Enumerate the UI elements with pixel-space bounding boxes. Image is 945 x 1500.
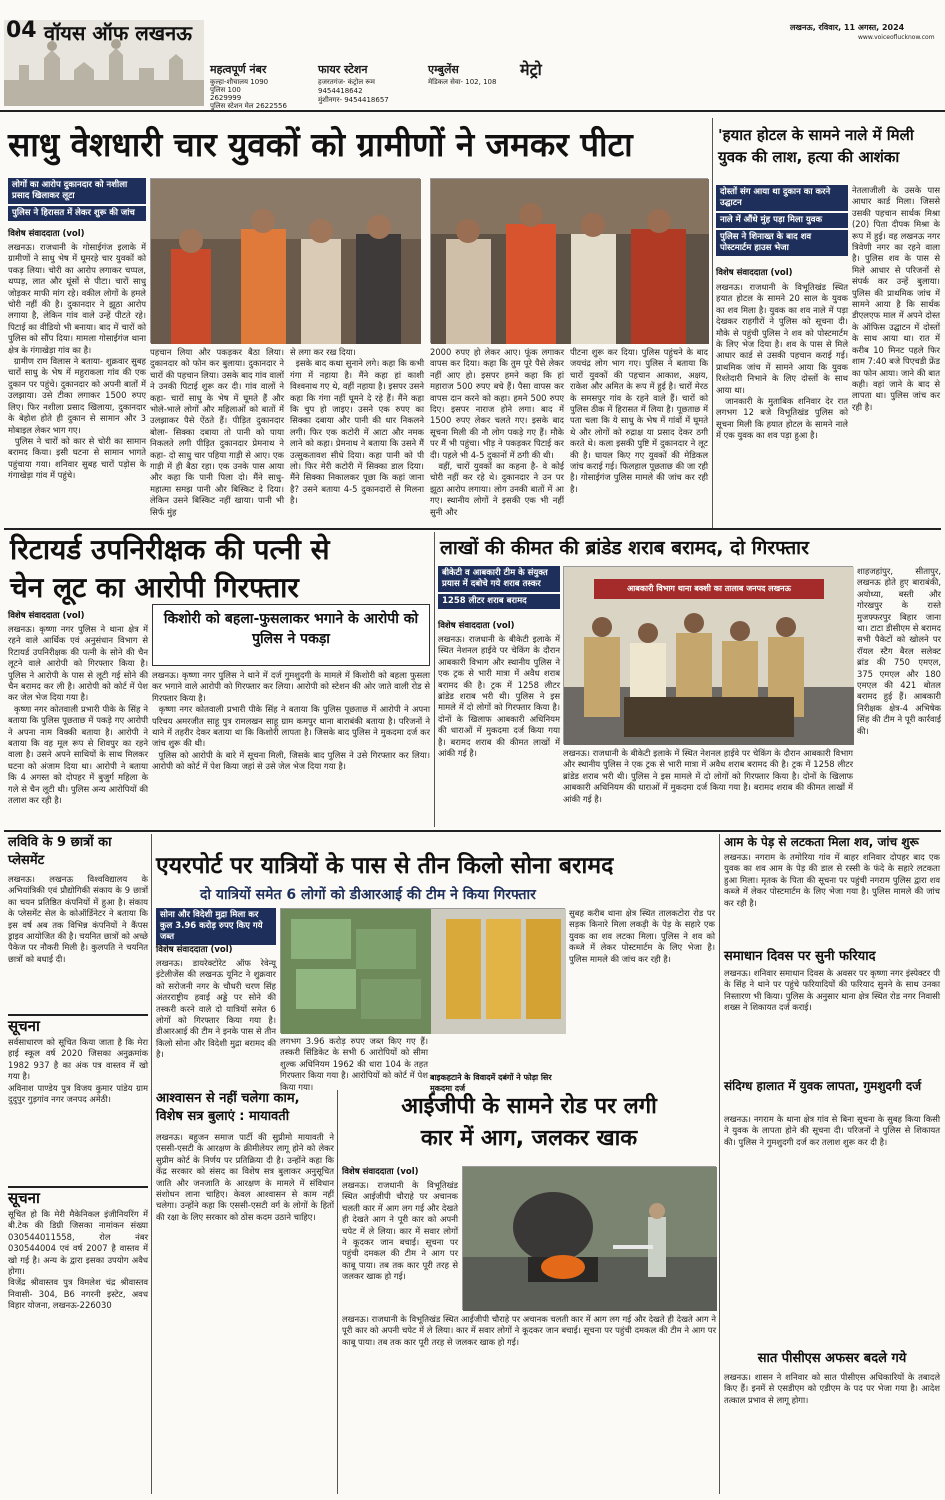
masthead-rule bbox=[0, 110, 945, 112]
numbers-title: महत्वपूर्ण नंबर bbox=[210, 63, 267, 76]
story2-headline-2: चेन लूट का आरोपी गिरफ्तार bbox=[10, 571, 299, 604]
notice1-text: सर्वसाधारण को सूचित किया जाता है कि मेरा हाई स्कूल वर्ष 2020 जिसका अनुक्रमांक 1982 937 है का अंक पत्र वास्तव में खो गया है। अविनाश पाण्डेय पुत्र विजय कुमार पांडेय ग्राम दुदुपुर गुड़गांव नगर जनपद अमेठी। bbox=[8, 1037, 148, 1105]
story3-box bbox=[152, 604, 430, 666]
story1-byline: विशेष संवाददाता (vol) bbox=[8, 229, 85, 239]
story9-headline: आम के पेड़ से लटकता मिला शव, जांच शुरू bbox=[724, 835, 919, 849]
story2-text: लखनऊ। कृष्णा नगर पुलिस ने थाना क्षेत्र में रहने वाले आर्थिक एवं अनुसंधान विभाग से रिटायर्ड उपनिरीक्षक की पत्नी के सोने की चैन लूटने वाले आरोपी को गिरफ्तार किया है। पुलिस ने आरोपी के पास से लूटी गई सोने की चैन बरामद कर ली है। आरोपी को कोर्ट में पेश कर जेल भेज दिया गया है। कृष्णा नगर कोतवाली प्रभारी पीके के सिंह ने बताया कि पुलिस पूछताछ में पकड़े गए आरोपी ने अपना नाम विक्की बताया है। आरोपी ने बताया कि वह मूल रूप से शिवपुर का रहने वाला है। उसने अपने साथियों के साथ मिलकर घटना को अंजाम दिया था। आरोपी ने बताया कि 4 अगस्त को दोपहर में बुजुर्ग महिला के गले से चैन लूटी थी। पुलिस अन्य आरोपियों की तलाश कर रही है। bbox=[8, 624, 148, 806]
story10-text: लखनऊ। शनिवार समाधान दिवस के अवसर पर कृष्णा नगर इंस्पेक्टर पी के सिंह ने थाने पर पहुंचे फरियादियों की फरियाद सुनने के साथ उनका निस्तारण भी किया। पुलिस के अनुसार थाना क्षेत्र स्थित रोड नगर निवासी शख्स ने शिकायत दर्ज कराई। bbox=[724, 968, 943, 1013]
story8-headline-1: आईजीपी के सामने रोड पर लगी bbox=[401, 1094, 657, 1119]
story7-headline-1: आश्वासन से नहीं चलेगा काम, bbox=[156, 1091, 300, 1106]
story12-headline: सात पीसीएस अफसर बदले गये bbox=[757, 1351, 907, 1366]
website: www.voiceoflucknow.com bbox=[858, 34, 935, 41]
side1-col2: नेतलाजीली के उसके पास आधार कार्ड मिला। जिससे उसकी पहचान सार्थक मिश्रा (20) पिता दीपक मिश्रा के रूप में हुई। वह लखनऊ नगर त्रिवेणी नगर का रहने वाला है। पुलिस शव के पास से मिले आधार से परिजनों से संपर्क कर उन्हें बुलाया। पुलिस की प्राथमिक जांच में सामने आया है कि सार्थक डीएलएफ माल में अपने दोस्त के ऑफिस उद्घाटन में दोस्तों के साथ आया था। रात में करीब 10 मिनट पहले फिर शाम 7:40 बजे पिएचडी फ्रेंड का फोन आया। जाने की बात कही। वहां जाने के बाद से लापता था। पुलिस जांच कर रही है। bbox=[852, 185, 943, 412]
story3-headline: किशोरी को बहला-फुसलाकर भगाने के आरोपी को पुलिस ने पकड़ा bbox=[163, 611, 419, 647]
story4-headline: लाखों की कीमत की ब्रांडेड शराब बरामद, दो गिरफ्तार bbox=[440, 537, 809, 559]
story1-col1: लखनऊ। राजधानी के गोसाईगंज इलाके में ग्रामीणों ने साधु भेष में घूमरहे चार युवकों को पकड़ लिया। चोरी का आरोप लगाकर चप्पल, थप्पड़, लात और घूंसों से पीटा। चारों साधु जोड़कर माफी मांग रहे। वकील लोगों के हमले चोरी नहीं की है। दुकानदार ने झूठा आरोप लगाया है, लेकिन गांव वाले उन्हें पीटते रहे। पिटाई का वीडियो भी बनाया। बाद में चारों को पुलिस को सौंप दिया। मामला गोसाईगंज थाना क्षेत्र के गंगाखेड़ा गांव का है। ग्रामीण राम विलास ने बताया- शुक्रवार सुबह चारों साधु के भेष में महुराकला गांव की एक दुकान पर पहुंचे। दुकानदार को अपनी बातों में उलझाया। उसे टीका लगाकर 1500 रुपए लिए। फिर नशीला प्रसाद खिलाया, दुकानदार के बेहोश होते ही दुकान से सामान और 3 मोबाइल लेकर भाग गए। पुलिस ने चारों को कार से चोरी का सामान बरामद किया। इसी घटना से सामान भागते पहुंचाया गया। शनिवार सुबह चारों पड़ोस के गंगाखेड़ा गांव में पहुंचे। bbox=[8, 242, 146, 481]
liquor-photo bbox=[563, 566, 853, 744]
column-rule bbox=[719, 834, 720, 1494]
story4-text2: शाहजहांपुर, सीतापुर, लखनऊ होते हुए बाराबंकी, अयोध्या, बस्ती और गोरखपुर के रास्ते मुजफ्फरपुर बिहार जाना था। टाटा डीसीएम से बरामद सभी पैकेटों को खोलने पर रॉयल स्टैग बैरल सलेक्ट ब्रांड की 750 एमएल, 375 एमएल और 180 एमएल की 421 बोतल बरामद हुई हैं। आबकारी निरीक्षक क्षेत्र-4 अभिषेक सिंह की टीम ने पूरी कार्रवाई की। bbox=[857, 566, 944, 736]
story4-bullet: बीकेटी व आबकारी टीम के संयुक्त प्रयास में दबोचे गये शराब तस्कर bbox=[438, 566, 560, 592]
story7-headline-2: विशेष सत्र बुलाएं : मायावती bbox=[156, 1109, 290, 1124]
story6-text2: लगभग 3.96 करोड़ रुपए जब्त किए गए हैं। तस्करी सिंडिकेट के सभी 6 आरोपियों को सीमा शुल्क अधिनियम 1962 की धारा 104 के तहत गिरफ्तार किया गया है। आरोपियों को कोर्ट में पेश किया गया। bbox=[280, 1036, 431, 1092]
story10-headline: समाधान दिवस पर सुनी फरियाद bbox=[724, 949, 876, 964]
story6-bullet: सोना और विदेशी मुद्रा मिला कर कुल 3.96 करोड़ रुपए किए गये जब्त bbox=[156, 908, 276, 945]
story5-text: लखनऊ। लखनऊ विश्वविद्यालय के अभियांत्रिकी एवं प्रौद्योगिकी संकाय के 9 छात्रों का चयन प्रतिष्ठित कंपनियों में हुआ है। संकाय के प्लेसमेंट सेल के कोऑर्डिनेटर ने बताया कि इस वर्ष अब तक विभिन्न कंपनियों ने कैंपस ड्राइव आयोजित की है। चयनित छात्रों को अच्छे पैकेज पर नौकरी मिली है। कुलपति ने चयनित छात्रों को बधाई दी। bbox=[8, 874, 151, 964]
story1-bullet: पुलिस ने हिरासत में लेकर शुरू की जांच bbox=[8, 206, 146, 221]
story4-byline: विशेष संवाददाता (vol) bbox=[438, 621, 515, 631]
amb-list: मेडिकल सेवा- 102, 108 bbox=[428, 78, 497, 86]
story6-text3: सुबह करीब थाना क्षेत्र स्थित तालकटोरा रोड पर सड़क किनारे मिला लकड़ी के पेड़ के सहारे एक युवक का शव लटका मिला। पुलिस ने शव को कब्जे में लेकर पोस्टमार्टम के लिए भेजा है। पुलिस मामले की जांच कर रही है। bbox=[569, 908, 718, 964]
story4-bullets bbox=[438, 566, 560, 609]
story2-headline-1: रिटायर्ड उपनिरीक्षक की पत्नी से bbox=[10, 533, 330, 566]
side1-byline: विशेष संवाददाता (vol) bbox=[716, 268, 793, 278]
story1-headline: साधु वेशधारी चार युवकों को ग्रामीणों ने जमकर पीटा bbox=[8, 125, 633, 164]
numbers-list: कुल्हा-शौचालय 1090 पुलिस 100 2629999 पुलिस स्टेशन मेल 2622556 bbox=[210, 78, 287, 110]
page-number: 04 bbox=[6, 18, 37, 43]
side1-bullet: दोस्तों संग आया था दुकान का करने उद्घाटन bbox=[716, 185, 848, 211]
story1-bullets bbox=[8, 178, 146, 221]
side1-col1: लखनऊ। राजधानी के विभूतिखंड स्थित हयात होटल के सामने 20 साल के युवक का शव मिला है। युवक का शव नाले में पड़ा देखकर राहगीरों ने पुलिस को सूचना दी। मौके से पहुंची पुलिस ने शव को पोस्टमार्टम के लिए भेज दिया है। शव के पास से मिले आधार कार्ड से उसकी पहचान कराई गई। प्राथमिक जांच में सामने आया कि युवक रिश्तेदारी निभाने के लिए दोस्तों के साथ आया था। जानकारी के मुताबिक शनिवार देर रात लगभग 12 बजे विभूतिखंड पुलिस को सूचना मिली कि हयात होटल के सामने नाले में एक युवक का शव पड़ा हुआ है। bbox=[716, 282, 849, 441]
side1-bullet: पुलिस ने शिनाख्त के बाद शव पोस्टमार्टम हाउस भेजा bbox=[716, 230, 848, 256]
story5-headline: लविवि के 9 छात्रों का प्लेसमेंट bbox=[8, 835, 112, 868]
column-rule bbox=[151, 834, 152, 1494]
fire-list: हजरतगंज- कंट्रोल रूम 9454418642 मुंशीनगर- 9454418657 bbox=[318, 78, 389, 104]
side1-bullets bbox=[716, 185, 848, 256]
liquor-banner: आबकारी विभाग थाना बक्शी का तालाब जनपद लखनऊ bbox=[627, 584, 791, 593]
story3-text: लखनऊ। कृष्णा नगर पुलिस ने थाने में दर्ज गुमशुदगी के मामले में किशोरी को बहला फुसला कर भगाने वाले आरोपी को गिरफ्तार कर लिया। आरोपी को स्टेशन की ओर जाते वाली रोड से गिरफ्तार किया है। कृष्णा नगर कोतवाली प्रभारी पीके सिंह ने बताया कि पुलिस पूछताछ में आरोपी ने अपना परिचय अमरजीत साहू पुत्र रामलखन साहू ग्राम कमपुर थाना बाराबंकी बताया है। परिजनों ने थाने में तहरीर देकर बताया था कि किशोरी लापता है। जिसके बाद पुलिस ने मुकदमा दर्ज कर जांच शुरू की थी। पुलिस को आरोपी के बारे में सूचना मिली, जिसके बाद पुलिस ने उसे गिरफ्तार कर लिया। आरोपी को कोर्ट में पेश किया जहां से उसे जेल भेज दिया गया है। bbox=[152, 670, 430, 772]
notice2-text: सूचित हो कि मेरी मैकेनिकल इंजीनियरिंग में बी.टेक की डिग्री जिसका नामांकन संख्या 030544011558, रोल नंबर 030544004 एवं वर्ष 2007 है वास्तव में खो गई है। अन्य के द्वारा इसका उपयोग अवैध होगा। विजेंद्र श्रीवास्तव पुत्र विमलेश चंद्र श्रीवास्तव निवासी- 304, B6 नगरनी इस्टेट, अवध विहार योजना, लखनऊ-226030 bbox=[8, 1209, 148, 1311]
story1-col3: से लगा कर रख दिया। इसके बाद कथा सुनाने लगे। कहा कि कभी गंगा में नहाया है। मैंने कहा हां काशी विश्वनाथ गए थे, वहीं नहाया है। इसपर उसने कहा कि गंगा नहीं घूमने दे रहे हैं। मैंने कहा कि चुप हो जाइए। उसने एक रुपए का सिक्का दबाया और पानी की धार निकलने लगी। फिर एक कटोरी में आटा और नमक लाने को कहा। प्रेमनाथ ने बताया कि उसने मैं उत्सुकतावश सीधे दिया। कहा पानी को पी लो। फिर मेरी कटोरी में सिक्का डाल दिया। मैंने सिक्का निकालकर पूछा कि कहां जाना है? उसने बताया 4-5 दुकानदारों से मिलना है। bbox=[290, 347, 425, 506]
story2-byline: विशेष संवाददाता (vol) bbox=[8, 611, 85, 621]
notice1 bbox=[8, 1014, 148, 1187]
date-line: लखनऊ, रविवार, 11 अगस्त, 2024 bbox=[790, 23, 905, 32]
story6-inline-subtitle: बाइकहटाने के विवादमें दबंगों ने फोड़ा सिर मुकदमा दर्ज bbox=[430, 1073, 552, 1093]
section-rule bbox=[4, 528, 941, 530]
story4-text3: लखनऊ। राजधानी के बीकेटी इलाके में स्थित नेशनल हाईवे पर चेकिंग के दौरान आबकारी विभाग और स्थानीय पुलिस ने एक ट्रक से भारी मात्रा में अवैध शराब बरामद की है। ट्रक में 1258 लीटर ब्रांडेड शराब भरी थी। पुलिस ने इस मामले में दो लोगों को गिरफ्तार किया है। दोनों के खिलाफ आबकारी अधिनियम की धाराओं में मुकदमा दर्ज किया गया है। बरामद शराब की कीमत लाखों में आंकी गई है। bbox=[563, 748, 856, 804]
story11-headline: संदिग्ध हालात में युवक लापता, गुमशुदगी दर्ज bbox=[724, 1079, 922, 1093]
paper-name: वॉयस ऑफ लखनऊ bbox=[44, 21, 192, 45]
gold-photo bbox=[280, 908, 565, 1033]
column-rule bbox=[337, 1090, 338, 1494]
story1-col2: पहचान लिया और पकड़कर बैठा लिया। दुकानदार को फोन कर बुलाया। दुकानदार ने चारों की पहचान लिया। उसके बाद गांव वालों ने उनकी पिटाई शुरू कर दी। गांव वालों ने कहा- चारों साधु के भेष में घूमते हैं और भोले-भाले लोगों और महिलाओं को बातों में उलझाकर पैसे ऐंठते हैं। पीड़ित दुकानदार बोला- सिक्का दबाया तो पानी को पाया निकलते लगी पीड़ित दुकानदार प्रेमनाथ ने कहा- दो साधु चार पहिया गाड़ी से आए। एक गाड़ी में ही बैठा रहा। एक उनके पास आया और कहा कि पानी पिला दो। मैंने साधु-महात्मा समझ पानी और बिस्किट दे दिया। लेकिन उसने बिस्किट नहीं खाया। पानी भी सिर्फ मुंह bbox=[150, 347, 287, 517]
story1-col4: 2000 रुपए हो लेकर आए। फूंक लगाकर वापस कर दिया। कहा कि तुम पूरे पैसे लेकर नहीं आए हो। इसपर हमने कहा कि हां महाराज 500 रुपए बचे हैं। पैसा वापस कर वापस दान करने को कहा। हमने 500 रुपए दिए। इसपर नाराज होने लगा। बाद में 1500 रुपए लेकर चलते गए। इसके बाद सूचना मिली की नौ लोग पकड़े गए हैं। मौके पर मैं भी पहुंचा। भीड़ ने पकड़कर पिटाई कर दी। पहले भी 4-5 दुकानों में ठगी की थी। वहीं, चारों युवकों का कहना है- वे कोई चोरी नहीं कर रहे थे। दुकानदार ने उन पर झूठा आरोप लगाया। लोग उनकी बातों में आ गए। स्थानीय लोगों ने इसकी एक भी नहीं सुनी और bbox=[430, 347, 564, 517]
section-name: मेट्रो bbox=[520, 60, 542, 79]
story6-text1: लखनऊ। डायरेक्टोरेट ऑफ रेवेन्यू इंटेलीजेंस की लखनऊ यूनिट ने शुक्रवार को सरोजनी नगर के चौधरी चरण सिंह अंतरराष्ट्रीय हवाई अड्डे पर सोने की तस्करी करने वाले दो यात्रियों समेत 6 लोगों को गिरफ्तार किया गया है। डीआरआई की टीम ने इनके पास से तीन किलो सोना और विदेशी मुद्रा बरामद की है। bbox=[156, 958, 279, 1060]
column-rule bbox=[712, 118, 713, 528]
column-rule bbox=[434, 532, 435, 827]
sadhu-photo-2 bbox=[430, 178, 708, 343]
story1-col5: पीटना शुरू कर दिया। पुलिस पहुंचने के बाद जयचंद्र लोग भाग गए। पुलिस ने बताया कि चारों युवकों की पहचान आकाश, अक्षय, राकेश और अमित के रूप में हुई है। चारों मेरठ के समसपुर गांव के रहने वाले हैं। चारों को पुलिस ठीक में हिरासत में लिया है। पूछताछ में पता चला कि ये साधु के भेष में गांवों में घूमते थे और लोगों को रुद्राक्ष या प्रसाद देकर ठगी करते थे। कला इसकी पुष्टि में दुकानदार ने लूट की है। घायल किए गए युवकों की मेडिकल जांच कराई गई। फिलहाल पूछताछ की जा रही है। गोसाईगंज पुलिस मामले की जांच कर रही है। bbox=[570, 347, 711, 494]
story6-byline: विशेष संवाददाता (vol) bbox=[156, 945, 233, 955]
notice2 bbox=[8, 1186, 148, 1457]
story6-subhead: दो यात्रियों समेत 6 लोगों को डीआरआई की टीम ने किया गिरफ्तार bbox=[200, 887, 536, 903]
story11-text: लखनऊ। नगराम के थाना क्षेत्र गांव से बिना सूचना के सुबह किया किसी ने युवक के लापता होने की सूचना दी। परिजनों ने पुलिस से शिकायत की। पुलिस ने गुमशुदगी दर्ज कर तलाश शुरू कर दी है। bbox=[724, 1114, 943, 1147]
car-fire-photo bbox=[462, 1166, 716, 1310]
side1-headline: 'हयात होटल के सामने नाले में मिली युवक की लाश, हत्या की आशंका bbox=[718, 126, 914, 166]
amb-title: एम्बुलेंस bbox=[428, 63, 459, 76]
story6-headline: एयरपोर्ट पर यात्रियों के पास से तीन किलो सोना बरामद bbox=[156, 853, 614, 879]
sadhu-photo-1 bbox=[150, 178, 420, 343]
story12-text: लखनऊ। शासन ने शनिवार को सात पीसीएस अधिकारियों के तबादले किए हैं। इनमें से एसडीएम को एडीएम के पद पर भेजा गया है। आदेश तत्काल प्रभाव से लागू होगा। bbox=[724, 1372, 943, 1405]
story4-text1: लखनऊ। राजधानी के बीकेटी इलाके में स्थित नेशनल हाईवे पर चेकिंग के दौरान आबकारी विभाग और स्थानीय पुलिस ने एक ट्रक से भारी मात्रा में अवैध शराब बरामद की है। ट्रक में 1258 लीटर ब्रांडेड शराब भरी थी। पुलिस ने इस मामले में दो लोगों को गिरफ्तार किया है। दोनों के खिलाफ आबकारी अधिनियम की धाराओं में मुकदमा दर्ज किया गया है। बरामद शराब की कीमत लाखों में आंकी गई है। bbox=[438, 634, 563, 759]
section-rule bbox=[4, 830, 941, 832]
story4-bullet: 1258 लीटर शराब बरामद bbox=[438, 594, 560, 609]
story1-bullet: लोगों का आरोप दुकानदार को नशीला प्रसाद खिलाकर लूटा bbox=[8, 178, 146, 204]
story8-text-2: लखनऊ। राजधानी के विभूतिखंड स्थित आईजीपी चौराहे पर अचानक चलती कार में आग लग गई और देखते ही देखते आग ने पूरी कार को अपनी चपेट में ले लिया। कार में सवार लोगों ने कूदकर जान बचाई। सूचना पर पहुंची दमकल की टीम ने आग पर काबू पाया। तब तक कार पूरी तरह से जलकर खाक हो गई। bbox=[342, 1314, 719, 1347]
side1-bullet: नाले में औंधे मुंह पड़ा मिला युवक bbox=[716, 213, 848, 228]
masthead bbox=[0, 0, 945, 110]
story8-text: लखनऊ। राजधानी के विभूतिखंड स्थित आईजीपी चौराहे पर अचानक चलती कार में आग लग गई और देखते ही देखते आग ने पूरी कार को अपनी चपेट में ले लिया। कार में सवार लोगों ने कूदकर जान बचाई। सूचना पर पहुंची दमकल की टीम ने आग पर काबू पाया। तब तक कार पूरी तरह से जलकर खाक हो गई। bbox=[342, 1180, 461, 1282]
story8-headline-2: कार में आग, जलकर खाक bbox=[420, 1126, 638, 1151]
story7-text: लखनऊ। बहुजन समाज पार्टी की सुप्रीमो मायावती ने एससी-एसटी के आरक्षण के क्रीमीलेयर लागू होने को लेकर सुप्रीम कोर्ट के निर्णय पर प्रतिक्रिया दी है। उन्होंने कहा कि केंद्र सरकार को संसद का विशेष सत्र बुलाकर अनुसूचित जाति और जनजाति के आरक्षण के मामले में संविधान संशोधन लाना चाहिए। केवल आश्वासन से काम नहीं चलेगा। उन्होंने कहा कि एससी-एसटी वर्ग के लोगों के हितों की रक्षा के लिए सरकार को ठोस कदम उठाने चाहिए। bbox=[156, 1132, 337, 1222]
story9-text: लखनऊ। नगराम के तमोरिया गांव में बाहर शनिवार दोपहर बाद एक युवक का शव आम के पेड़ की डाल से रस्सी के फंदे के सहारे लटकता हुआ मिला। मृतक के पिता की सूचना पर पहुंची नगराम पुलिस द्वारा शव कब्जे में लेकर पोस्टमार्टम के लिए भेजा गया है। पुलिस मामले की जांच कर रही है। bbox=[724, 852, 943, 908]
story8-byline: विशेष संवाददाता (vol) bbox=[342, 1167, 419, 1177]
fire-title: फायर स्टेशन bbox=[318, 63, 368, 76]
notice2-title: सूचना bbox=[8, 1189, 40, 1207]
notice1-title: सूचना bbox=[8, 1017, 40, 1035]
